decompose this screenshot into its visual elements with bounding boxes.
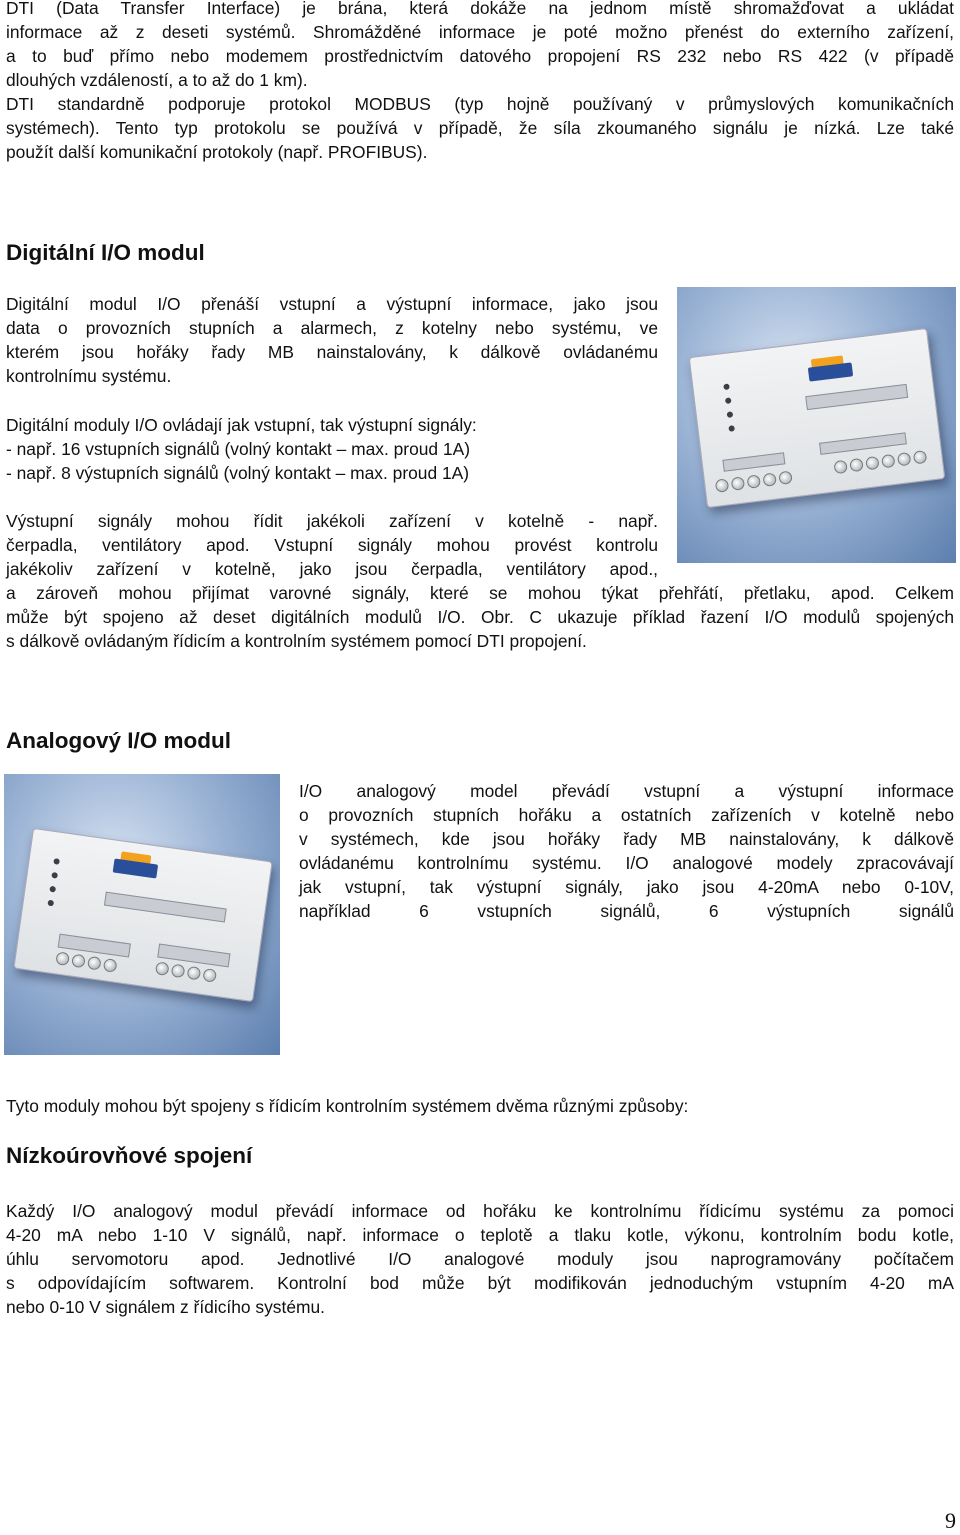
- text-line: použít další komunikační protokoly (např. PROFIBUS).: [6, 142, 428, 162]
- text-line: informace až z deseti systémů. Shromážděné informace je poté možno přenést do externího zařízení,: [6, 22, 954, 42]
- led-icon: [47, 900, 54, 907]
- terminal-icon: [187, 966, 202, 981]
- text-line: Digitální moduly I/O ovládají jak vstupní, tak výstupní signály:: [6, 415, 477, 435]
- label-strip: [805, 384, 908, 410]
- label-strip: [157, 944, 230, 968]
- section-heading-analog: Analogový I/O modul: [6, 728, 232, 753]
- text-line: DTI (Data Transfer Interface) je brána, která dokáže na jednom místě shromažďovat a ukládat: [6, 0, 954, 18]
- led-icon: [53, 858, 60, 865]
- text-line: ovládanému kontrolnímu systému. I/O analogové modely zpracovávají: [299, 853, 954, 873]
- led-icon: [725, 397, 732, 404]
- text-line: kontrolnímu systému.: [6, 366, 172, 386]
- terminal-icon: [897, 452, 911, 466]
- text-line: s dálkově ovládaným řídicím a kontrolním systémem pomocí DTI propojení.: [6, 631, 587, 651]
- led-icon: [51, 872, 58, 879]
- text-line: s odpovídajícím softwarem. Kontrolní bod může být modifikován jednoduchým vstupním 4-20 mA: [6, 1273, 954, 1293]
- text-line: systémech). Tento typ protokolu se používá v případě, že síla zkoumaného signálu je nízká. Lze také: [6, 118, 954, 138]
- terminal-icon: [155, 961, 170, 976]
- text-line: Tyto moduly mohou být spojeny s řídicím kontrolním systémem dvěma různými způsoby:: [6, 1096, 689, 1116]
- terminal-icon: [747, 474, 761, 488]
- text-line: 4-20 mA nebo 1-10 V signálů, např. informace o teplotě a tlaku kotle, výkonu, kontrolním bodu kotle,: [6, 1225, 954, 1245]
- text-line: DTI standardně podporuje protokol MODBUS (typ hojně používaný v průmyslových komunikačních: [6, 94, 954, 114]
- section-heading-low-level: Nízkoúrovňové spojení: [6, 1143, 253, 1168]
- terminal-icon: [881, 454, 895, 468]
- text-line: nebo 0-10 V signálem z řídicího systému.: [6, 1297, 325, 1317]
- logo-icon: [113, 858, 159, 878]
- intro-paragraph: [6, 0, 954, 164]
- analog-module-photo: [4, 774, 280, 1055]
- led-icon: [727, 411, 734, 418]
- text-line: dlouhých vzdáleností, a to až do 1 km).: [6, 70, 308, 90]
- terminal-icon: [87, 956, 102, 971]
- terminal-icon: [731, 476, 745, 490]
- terminal-icon: [71, 954, 86, 969]
- led-icon: [723, 383, 730, 390]
- text-line: čerpadla, ventilátory apod. Vstupní signály mohou provést kontrolu: [6, 535, 658, 555]
- device-body: [13, 828, 272, 1002]
- text-line: jakékoliv zařízení v kotelně, jako jsou čerpadla, ventilátory apod.,: [6, 559, 658, 579]
- text-line: úhlu servomotoru apod. Jednotlivé I/O analogové moduly jsou naprogramovány počítačem: [6, 1249, 954, 1269]
- led-icon: [728, 425, 735, 432]
- text-line: Digitální modul I/O přenáší vstupní a výstupní informace, jako jsou: [6, 294, 658, 314]
- led-icon: [49, 886, 56, 893]
- label-strip: [819, 432, 907, 455]
- terminal-icon: [202, 968, 217, 983]
- analog-paragraph-1: [299, 779, 954, 923]
- text-line: a to buď přímo nebo modemem prostřednictvím datového propojení RS 232 nebo RS 422 (v případě: [6, 46, 954, 66]
- page-number: 9: [945, 1508, 956, 1533]
- terminal-icon: [103, 958, 118, 973]
- text-line: kterém jsou hořáky řady MB nainstalovány, k dálkově ovládanému: [6, 342, 658, 362]
- terminal-icon: [913, 450, 927, 464]
- terminal-icon: [762, 472, 776, 486]
- low-level-paragraph: [6, 1199, 954, 1319]
- terminal-icon: [715, 478, 729, 492]
- text-line: o provozních stupních hořáku a ostatních zařízeních v kotelně nebo: [299, 805, 954, 825]
- label-strip: [722, 452, 785, 471]
- connections-intro: [6, 1094, 954, 1118]
- label-strip: [104, 892, 227, 923]
- digital-paragraph-3-wrapped: [6, 509, 658, 581]
- text-line: Výstupní signály mohou řídit jakékoli zařízení v kotelně - např.: [6, 511, 658, 531]
- terminal-icon: [833, 460, 847, 474]
- text-line: I/O analogový model převádí vstupní a výstupní informace: [299, 781, 954, 801]
- device-body: [689, 328, 946, 508]
- text-line: - např. 16 vstupních signálů (volný kontakt – max. proud 1A): [6, 439, 470, 459]
- terminal-icon: [778, 471, 792, 485]
- terminal-icon: [171, 964, 186, 979]
- text-line: například 6 vstupních signálů, 6 výstupních signálů: [299, 901, 954, 921]
- text-line: Každý I/O analogový modul převádí informace od hořáku ke kontrolnímu řídicímu systému za pomoci: [6, 1201, 954, 1221]
- section-heading-digital: Digitální I/O modul: [6, 240, 205, 265]
- digital-paragraph-1: [6, 292, 658, 388]
- terminal-icon: [865, 456, 879, 470]
- digital-paragraph-2: [6, 413, 658, 485]
- text-line: může být spojeno až deset digitálních modulů I/O. Obr. C ukazuje příklad řazení I/O modulů spojených: [6, 607, 954, 627]
- text-line: jak vstupní, tak výstupní signály, jako jsou 4-20mA nebo 0-10V,: [299, 877, 954, 897]
- terminal-icon: [55, 951, 70, 966]
- text-line: - např. 8 výstupních signálů (volný kontakt – max. proud 1A): [6, 463, 470, 483]
- text-line: data o provozních stupních a alarmech, z kotelny nebo systému, ve: [6, 318, 658, 338]
- digital-paragraph-3-full: [6, 581, 954, 653]
- digital-module-photo: [677, 287, 956, 563]
- terminal-icon: [849, 458, 863, 472]
- text-line: v systémech, kde jsou hořáky řady MB nainstalovány, k dálkově: [299, 829, 954, 849]
- text-line: a zároveň mohou přijímat varovné signály, které se mohou týkat přehřátí, přetlaku, apod. Celkem: [6, 583, 954, 603]
- label-strip: [58, 934, 131, 958]
